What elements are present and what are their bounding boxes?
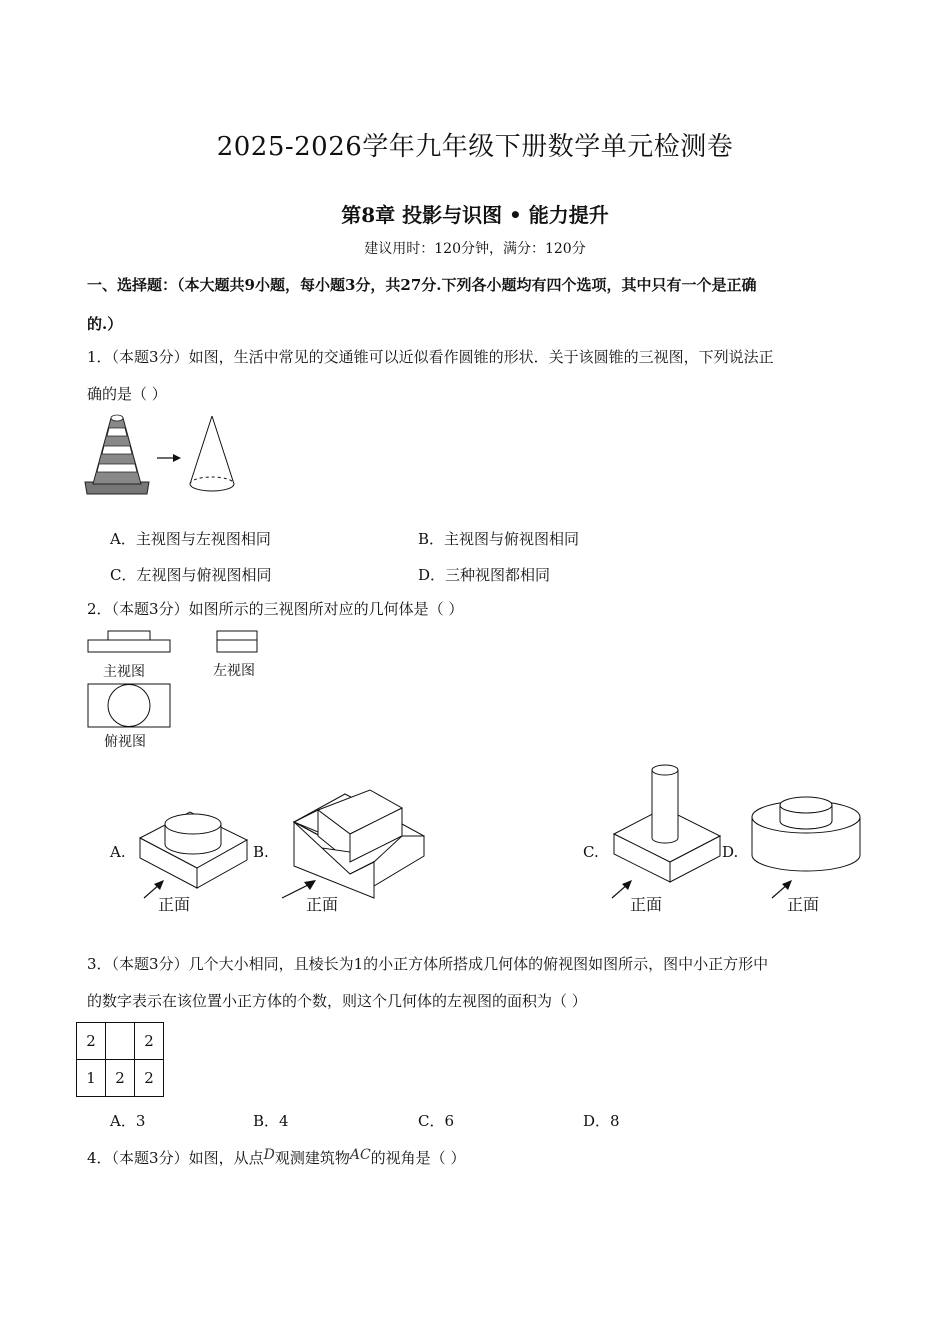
q4-prefix: 4．（本题3分）如图，从点: [87, 1149, 264, 1167]
q1-stem-line1: 1．（本题3分）如图，生活中常见的交通锥可以近似看作圆锥的形状．关于该圆锥的三视图，下列说法正: [87, 348, 774, 366]
q1-option-c[interactable]: C．左视图与俯视图相同: [110, 566, 272, 584]
q2-option-c-figure[interactable]: [610, 764, 720, 894]
q2-option-d-figure[interactable]: [748, 795, 868, 877]
top-view-circle: [108, 685, 150, 727]
grid-cell: 2: [135, 1060, 164, 1097]
exam-info: 建议用时：120分钟，满分：120分: [364, 241, 586, 257]
cone-tip: [111, 415, 123, 421]
q4-point-d: D: [263, 1147, 275, 1163]
q1-stem-line2: 确的是（ ）: [87, 385, 167, 403]
grid-cell: [106, 1023, 135, 1060]
q4-suffix: 的视角是（ ）: [370, 1149, 466, 1167]
q3-option-d[interactable]: D．8: [583, 1112, 620, 1130]
top-view-rect: [88, 684, 170, 727]
cone-stripe: [102, 446, 132, 454]
grid-cell: 1: [77, 1060, 106, 1097]
grid-cell: 2: [135, 1023, 164, 1060]
section-heading-line2: 的.）: [87, 315, 123, 333]
q2-option-d-letter[interactable]: D.: [722, 843, 739, 861]
section-heading-line1: 一、选择题：（本大题共9小题，每小题3分，共27分.下列各小题均有四个选项，其中只有一个是正确: [87, 276, 757, 294]
q3-stem-line2: 的数字表示在该位置小正方体的个数，则这个几何体的左视图的面积为（ ）: [87, 992, 587, 1010]
q4-stem: [87, 1147, 465, 1168]
q2-option-b-letter[interactable]: B.: [253, 843, 269, 861]
q4-segment-ac: AC: [349, 1147, 371, 1163]
q2-option-a-front-label: 正面: [158, 895, 191, 914]
grid-cell: 2: [106, 1060, 135, 1097]
arrow-head: [173, 454, 181, 462]
chapter-title: 第8章 投影与识图 • 能力提升: [341, 203, 609, 227]
front-view-base: [88, 640, 170, 652]
q2-option-a-letter[interactable]: A.: [110, 843, 126, 861]
left-view-label: 左视图: [213, 663, 255, 679]
left-view-outer: [217, 631, 257, 652]
q3-top-view-grid: [76, 1022, 164, 1097]
q3-option-c[interactable]: C．6: [418, 1112, 455, 1130]
q1-option-b[interactable]: B．主视图与俯视图相同: [418, 530, 580, 548]
q4-middle: 观测建筑物: [274, 1149, 350, 1167]
grid-row: [77, 1060, 164, 1097]
q2-stem: 2．（本题3分）如图所示的三视图所对应的几何体是（ ）: [87, 600, 464, 618]
cone-side-left: [190, 416, 212, 484]
cone-base-front: [190, 484, 234, 491]
top-view-label: 俯视图: [104, 734, 146, 750]
front-view-top: [108, 631, 150, 640]
q1-option-d[interactable]: D．三种视图都相同: [418, 566, 551, 584]
cone-side-right: [212, 416, 234, 484]
q2-option-c-front-label: 正面: [630, 895, 663, 914]
q2-option-a-figure[interactable]: [135, 810, 255, 885]
q3-option-a[interactable]: A．3: [110, 1112, 146, 1130]
cone-stripe: [107, 428, 127, 436]
q2-option-b-front-label: 正面: [306, 895, 339, 914]
grid-row: [77, 1023, 164, 1060]
cone-base-back: [190, 477, 234, 484]
grid-cell: 2: [77, 1023, 106, 1060]
traffic-cone-figure: [85, 410, 255, 502]
q3-stem-line1: 3．（本题3分）几个大小相同，且棱长为1的小正方体所搭成几何体的俯视图如图所示，图中小正方形中: [87, 955, 769, 973]
q2-option-c-letter[interactable]: C.: [583, 843, 599, 861]
cone-stripe: [97, 464, 137, 472]
q2-option-d-front-label: 正面: [787, 895, 820, 914]
q1-option-a[interactable]: A．主视图与左视图相同: [110, 530, 271, 548]
page-title: 2025-2026学年九年级下册数学单元检测卷: [216, 132, 734, 162]
q3-option-b[interactable]: B．4: [253, 1112, 289, 1130]
q2-option-b-figure[interactable]: [290, 790, 430, 890]
front-view-label: 主视图: [103, 664, 145, 680]
